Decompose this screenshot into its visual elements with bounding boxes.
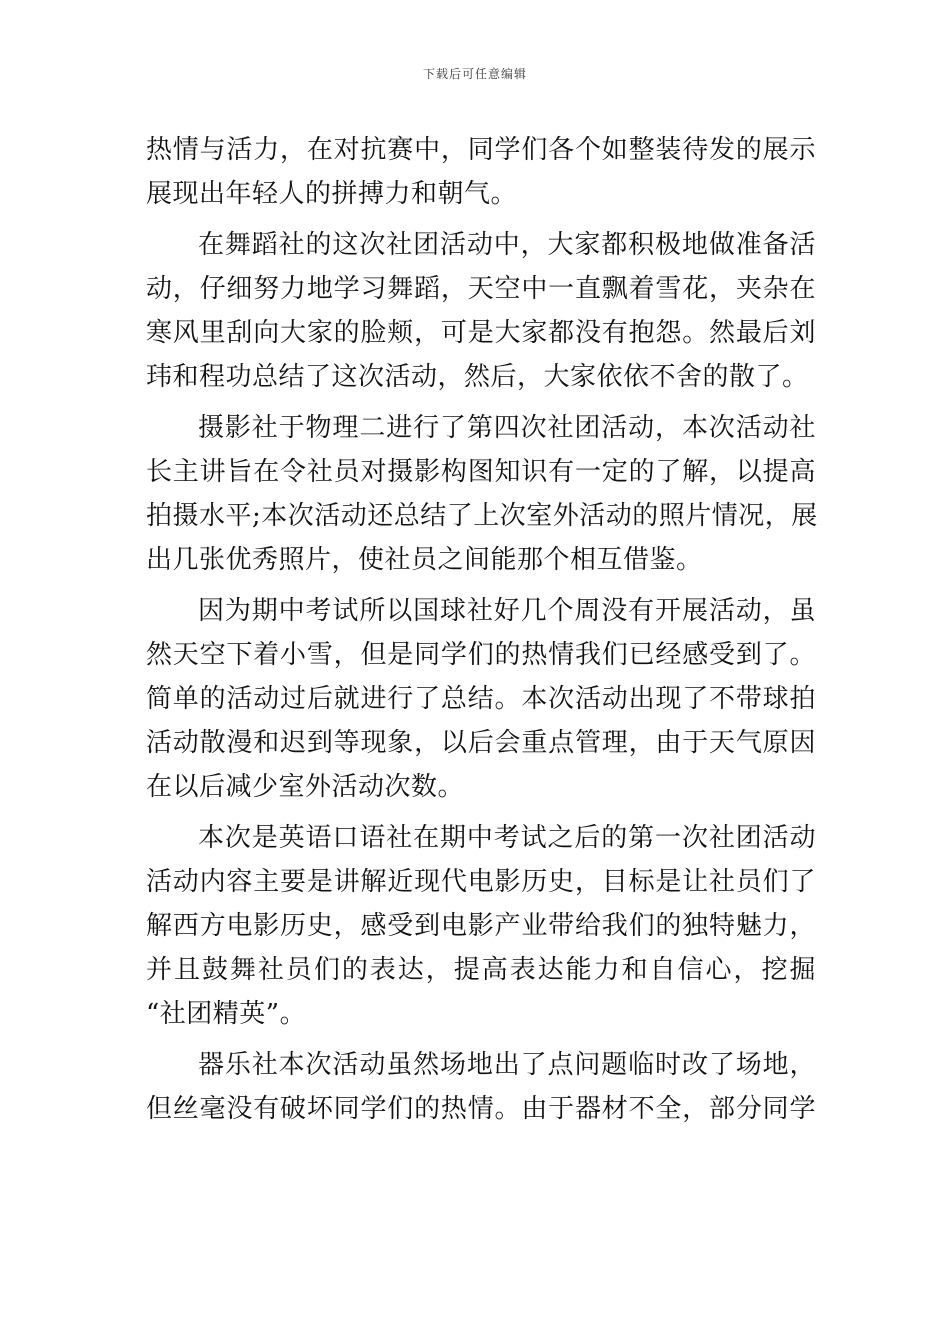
text-line: 拍摄水平;本次活动还总结了上次室外活动的照片情况，展	[146, 501, 818, 531]
text-line: “社团精英”。	[146, 999, 307, 1029]
paragraph-english-club	[146, 816, 816, 1036]
text-line: 本次是英语口语社在期中考试之后的第一次社团活动	[198, 823, 816, 853]
text-line: 因为期中考试所以国球社好几个周没有开展活动，虽	[198, 596, 816, 626]
text-line: 长主讲旨在令社员对摄影构图知识有一定的了解，以提高	[146, 457, 816, 487]
text-line: 出几张优秀照片，使社员之间能那个相互借鉴。	[146, 545, 703, 575]
text-line: 活动内容主要是讲解近现代电影历史，目标是让社员们了	[146, 867, 816, 897]
text-line: 动，仔细努力地学习舞蹈，天空中一直飘着雪花，夹杂在	[146, 274, 816, 304]
text-line: 在舞蹈社的这次社团活动中，大家都积极地做准备活	[198, 230, 816, 260]
text-line: 寒风里刮向大家的脸颊，可是大家都没有抱怨。然最后刘	[146, 318, 816, 348]
text-line: 但丝毫没有破坏同学们的热情。由于器材不全，部分同学	[146, 1094, 816, 1124]
text-line: 解西方电影历史，感受到电影产业带给我们的独特魅力，	[146, 911, 816, 941]
text-line: 活动散漫和迟到等现象，以后会重点管理，由于天气原因	[146, 728, 816, 758]
text-line: 器乐社本次活动虽然场地出了点问题临时改了场地，	[198, 1050, 816, 1080]
paragraph-photography-club	[146, 406, 816, 582]
text-line: 在以后减少室外活动次数。	[146, 772, 465, 802]
text-line: 玮和程功总结了这次活动，然后，大家依依不舍的散了。	[146, 362, 809, 392]
page-header: 下载后可任意编辑	[422, 67, 527, 81]
text-line: 然天空下着小雪，但是同学们的热情我们已经感受到了。	[146, 640, 816, 670]
text-line: 展现出年轻人的拼搏力和朝气。	[146, 179, 518, 209]
text-line: 摄影社于物理二进行了第四次社团活动，本次活动社	[198, 413, 816, 443]
paragraph-table-tennis-club	[146, 589, 816, 809]
paragraph-sports-club	[146, 128, 816, 216]
text-line: 简单的活动过后就进行了总结。本次活动出现了不带球拍	[146, 684, 816, 714]
paragraph-dance-club	[146, 223, 816, 399]
paragraph-music-club	[146, 1043, 816, 1131]
document-body	[146, 128, 816, 1138]
text-line: 热情与活力，在对抗赛中，同学们各个如整装待发的展示	[146, 135, 816, 165]
text-line: 并且鼓舞社员们的表达，提高表达能力和自信心，挖掘	[146, 955, 816, 985]
